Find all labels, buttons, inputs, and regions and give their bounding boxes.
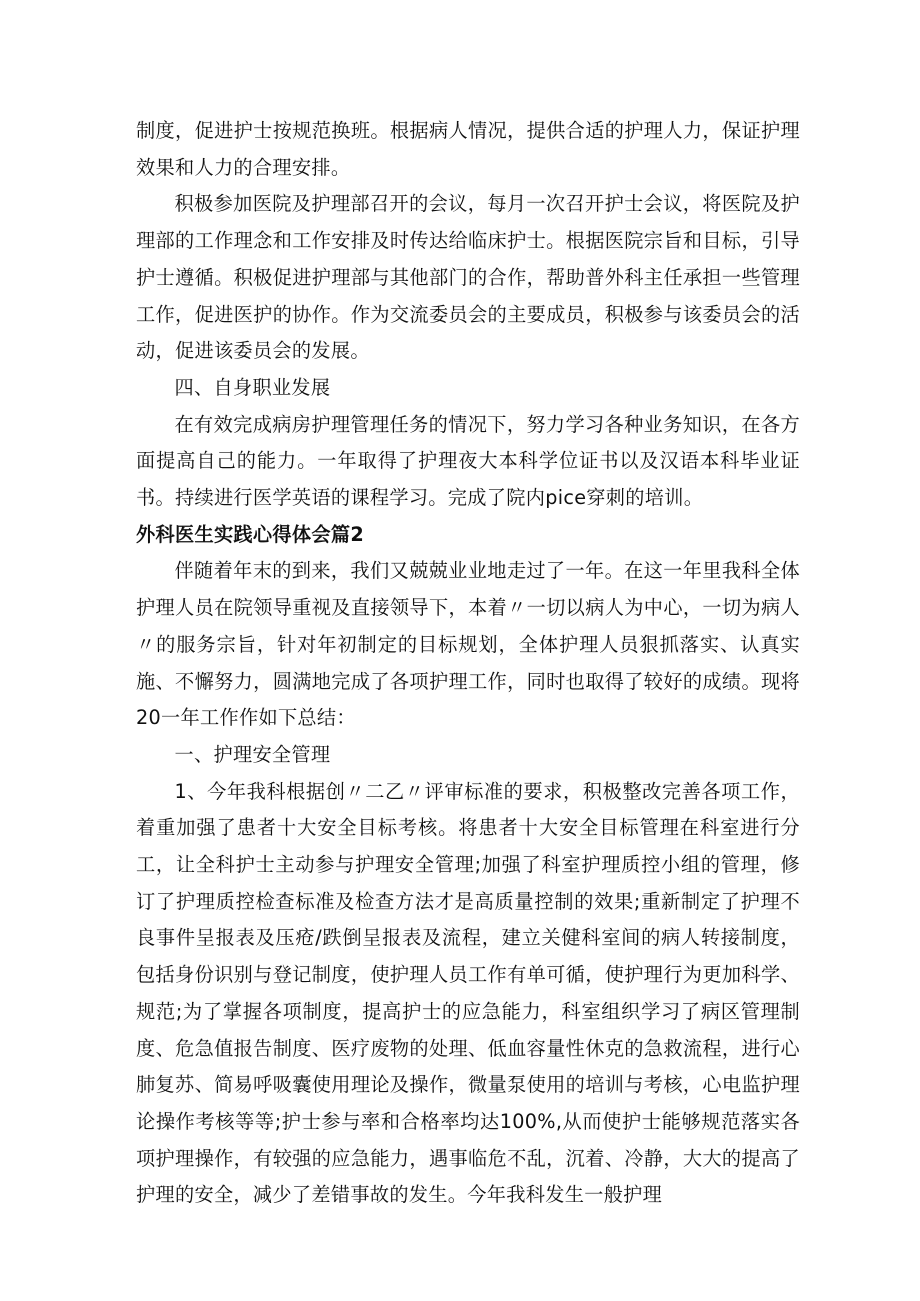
section-title-safety-management: 一、护理安全管理	[174, 742, 331, 766]
paragraph-1: 制度，促进护士按规范换班。根据病人情况，提供合适的护理人力，保证护理效果和人力的合理安排。	[136, 119, 800, 179]
paragraph-3: 在有效完成病房护理管理任务的情况下，努力学习各种业务知识，在各方面提高自己的能力。一年取得了护理夜大本科学位证书以及汉语本科毕业证书。持续进行医学英语的课程学习。完成了院内pice穿刺的培训。	[136, 412, 800, 510]
paragraph-5: 1、今年我科根据创〃二乙〃评审标准的要求，积极整改完善各项工作，着重加强了患者十大安全目标考核。将患者十大安全目标管理在科室进行分工，让全科护士主动参与护理安全管理;加强了科室护理质控小组的管理，修订了护理质控检查标准及检查方法才是高质量控制的效果;重新制定了护理不良事件呈报表及压疮/跌倒呈报表及流程，建立关健科室间的病人转接制度，包括身份识别与登记制度，使护理人员工作有单可循，使护理行为更加科学、规范;为了掌握各项制度，提高护士的应急能力，科室组织学习了病区管理制度、危急值报告制度、医疗废物的处理、低血容量性休克的急救流程，进行心肺复苏、简易呼吸囊使用理论及操作，微量泵使用的培训与考核，心电监护理论操作考核等等;护士参与率和合格率均达100%,从而使护士能够规范落实各项护理操作，有较强的应急能力，遇事临危不乱，沉着、冷静，大大的提高了护理的安全，减少了差错事故的发生。今年我科发生一般护理	[136, 779, 800, 1207]
paragraph-4: 伴随着年末的到来，我们又兢兢业业地走过了一年。在这一年里我科全体护理人员在院领导重视及直接领导下，本着〃一切以病人为中心，一切为病人〃的服务宗旨，针对年初制定的目标规划，全体护理人员狠抓落实、认真实施、不懈努力，圆满地完成了各项护理工作，同时也取得了较好的成绩。现将20一年工作作如下总结：	[136, 559, 800, 730]
section-title-career-development: 四、自身职业发展	[174, 375, 331, 399]
article-heading: 外科医生实践心得体会篇2	[136, 522, 365, 546]
document-body	[136, 113, 800, 1214]
paragraph-2: 积极参加医院及护理部召开的会议，每月一次召开护士会议，将医院及护理部的工作理念和工作安排及时传达给临床护士。根据医院宗旨和目标，引导护士遵循。积极促进护理部与其他部门的合作，帮助普外科主任承担一些管理工作，促进医护的协作。作为交流委员会的主要成员，积极参与该委员会的活动，促进该委员会的发展。	[136, 192, 800, 363]
